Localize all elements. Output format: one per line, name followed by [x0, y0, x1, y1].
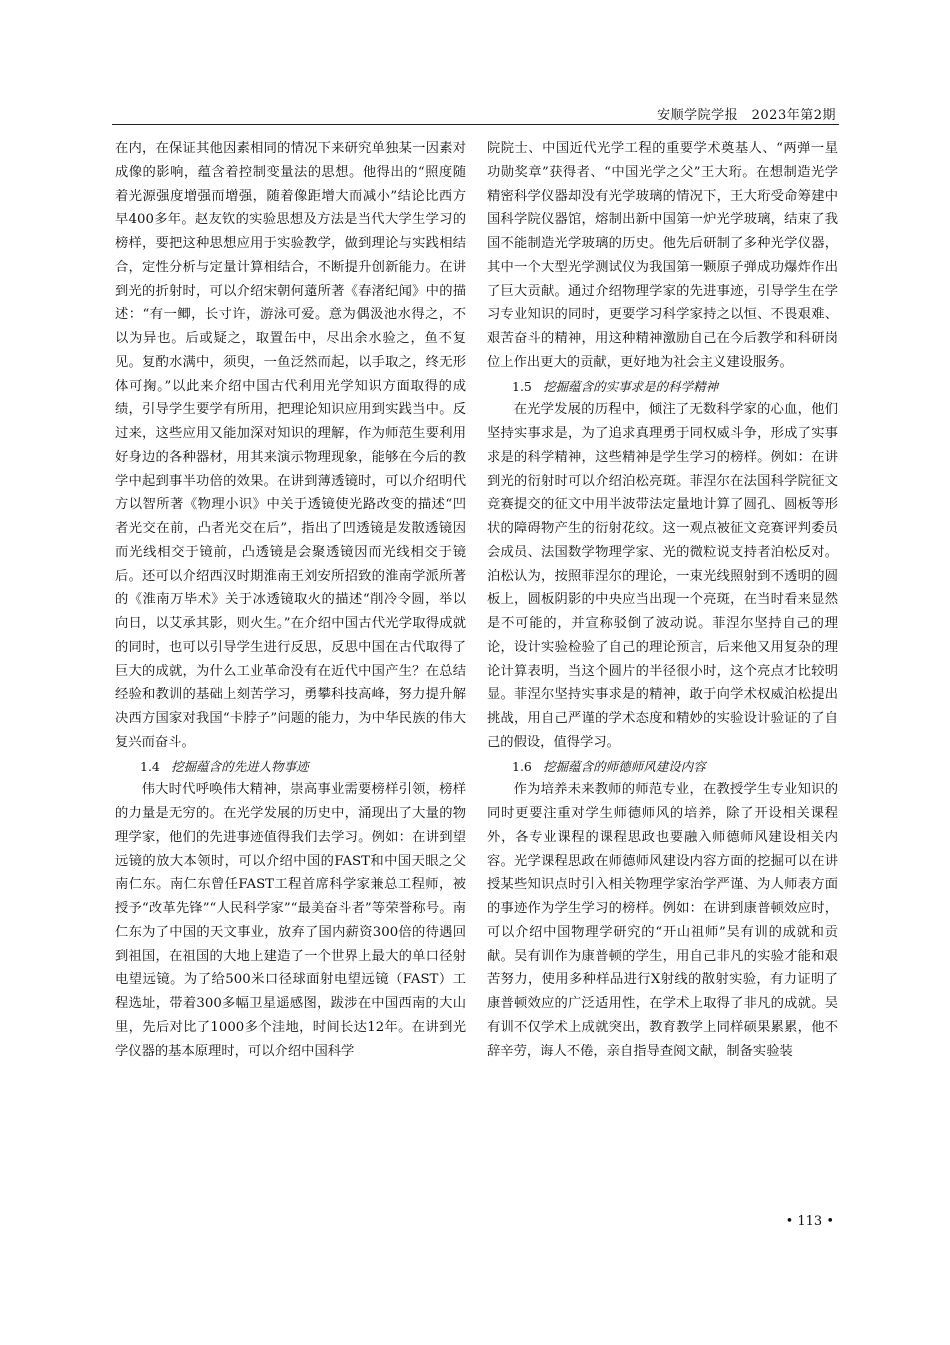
right-paragraph-3: 作为培养未来教师的师范专业，在教授学生专业知识的同时更要注重对学生师德师风的培养，除了开设相关课程外，各专业课程的课程思政也要融入师德师风建设相关内容。光学课程思政在师德师风建设内容方面的挖掘可以在讲授某些知识点时引入相关物理学家治学严谨、为人师表方面的事迹作为学生学习的榜样。例如：在讲到康普顿效应时，可以介绍中国物理学研究的“开山祖师”吴有训的成就和贡献。吴有训作为康普顿的学生，用自己非凡的实验才能和艰苦努力，使用多种样品进行X射线的散射实验，有力证明了康普顿效应的广泛适用性，在学术上取得了非凡的成就。吴有训不仅学术上成就突出，教育教学上同样硕果累累，他不辞辛劳，诲人不倦，亲自指导查阅文献，制备实验装: [487, 782, 838, 1059]
header-rule: [112, 124, 839, 125]
right-paragraph-2: 在光学发展的历程中，倾注了无数科学家的心血，他们坚持实事求是，为了追求真理勇于同权威斗争，形成了实事求是的科学精神，这些精神是学生学习的榜样。例如：在讲到光的衍射时可以介绍泊松亮斑。菲涅尔在法国科学院征文竞赛提交的征文中用半波带法定量地计算了圆孔、圆板等形状的障碍物产生的衍射花纹。这一观点被征文竞赛评判委员会成员、法国数学物理学家、光的微粒说支持者泊松反对。泊松认为，按照菲涅尔的理论，一束光线照射到不透明的圆板上，圆板阴影的中央应当出现一个亮斑，在当时看来显然是不可能的，并宣称驳倒了波动说。菲涅尔坚持自己的理论，设计实验检验了自己的理论预言，后来他又用复杂的理论计算表明，当这个圆片的半径很小时，这个亮点才比较明显。菲涅尔坚持实事求是的精神，敢于向学术权威泊松提出挑战，用自己严谨的学术态度和精妙的实验设计验证的了自己的假设，值得学习。: [487, 402, 838, 750]
section-number: 1.5: [512, 378, 532, 394]
left-paragraph-2: 伟大时代呼唤伟大精神，崇高事业需要榜样引领，榜样的力量是无穷的。在光学发展的历史中，涌现出了大量的物理学家，他们的先进事迹值得我们去学习。例如：在讲到望远镜的放大本领时，可以介绍中国的FAST和中国天眼之父南仁东。南仁东曾任FAST工程首席科学家兼总工程师，被授予“改革先锋”“人民科学家”“最美奋斗者”等荣誉称号。南仁东为了中国的天文事业，放弃了国内薪资300倍的待遇回到祖国，在祖国的大地上建造了一个世界上最大的单口径射电望远镜。为了给500米口径球面射电望远镜（FAST）工程选址，带着300多幅卫星遥感图，跋涉在中国西南的大山里，先后对比了1000多个洼地，时间长达12年。在讲到光学仪器的基本原理时，可以介绍中国科学: [115, 782, 466, 1059]
section-title: 挖掘蕴含的师德师风建设内容: [543, 758, 706, 774]
section-heading-1-6: [487, 755, 838, 779]
right-column: [487, 137, 838, 1063]
section-title: 挖掘蕴含的先进人物事迹: [171, 758, 309, 774]
section-number: 1.4: [140, 758, 160, 774]
left-column: [115, 137, 466, 1063]
left-paragraph-1: 在内，在保证其他因素相同的情况下来研究单独某一因素对成像的影响，蕴含着控制变量法的思想。他得出的“照度随着光源强度增强而增强，随着像距增大而减小”结论比西方早400多年。赵友钦的实验思想及方法是当代大学生学习的榜样，要把这种思想应用于实验教学，做到理论与实践相结合，定性分析与定量计算相结合，不断提升创新能力。在讲到光的折射时，可以介绍宋朝何薳所著《春渚纪闻》中的描述：“有一鲫，长寸许，游泳可爱。意为偶汲池水得之，不以为异也。后或疑之，取置缶中，尽出余水验之，鱼不复见。复酌水满中，须臾，一鱼泛然而起，以手取之，终无形体可掬。”以此来介绍中国古代利用光学知识方面取得的成绩，引导学生要学有所用，把理论知识应用到实践当中。反过来，这些应用又能加深对知识的理解，作为师范生要利用好身边的各种器材，用其来演示物理现象，能够在今后的教学中起到事半功倍的效果。在讲到薄透镜时，可以介绍明代方以智所著《物理小识》中关于透镜使光路改变的描述“凹者光交在前，凸者光交在后”，指出了凹透镜是发散透镜因而光线相交于镜前，凸透镜是会聚透镜因而光线相交于镜后。还可以介绍西汉时期淮南王刘安所招致的淮南学派所著的《淮南万毕术》关于冰透镜取火的描述“削冷令圆，举以向日，以艾承其影，则火生。”在介绍中国古代光学取得成就的同时，也可以引导学生进行反思，反思中国在古代取得了巨大的成就，为什么工业革命没有在近代中国产生？在总结经验和教训的基础上刻苦学习，勇攀科技高峰，努力提升解决西方国家对我国“卡脖子”问题的能力，为中华民族的伟大复兴而奋斗。: [115, 141, 466, 750]
right-paragraph-1: 院院士、中国近代光学工程的重要学术奠基人、“两弹一星功勋奖章”获得者、“中国光学之父”王大珩。在想制造光学精密科学仪器却没有光学玻璃的情况下，王大珩受命筹建中国科学院仪器馆，熔制出新中国第一炉光学玻璃，结束了我国不能制造光学玻璃的历史。他先后研制了多种光学仪器，其中一个大型光学测试仪为我国第一颗原子弹成功爆炸作出了巨大贡献。通过介绍物理学家的先进事迹，引导学生在学习专业知识的同时，更要学习科学家持之以恒、不畏艰难、艰苦奋斗的精神，用这种精神激励自己在今后教学和科研岗位上作出更大的贡献，更好地为社会主义建设服务。: [487, 141, 838, 370]
section-number: 1.6: [512, 758, 532, 774]
section-title: 挖掘蕴含的实事求是的科学精神: [543, 378, 719, 394]
page-number: • 113 •: [785, 1214, 834, 1229]
running-head: 安顺学院学报 2023年第2期: [657, 108, 836, 123]
section-heading-1-5: [487, 375, 838, 399]
section-heading-1-4: [115, 755, 466, 779]
